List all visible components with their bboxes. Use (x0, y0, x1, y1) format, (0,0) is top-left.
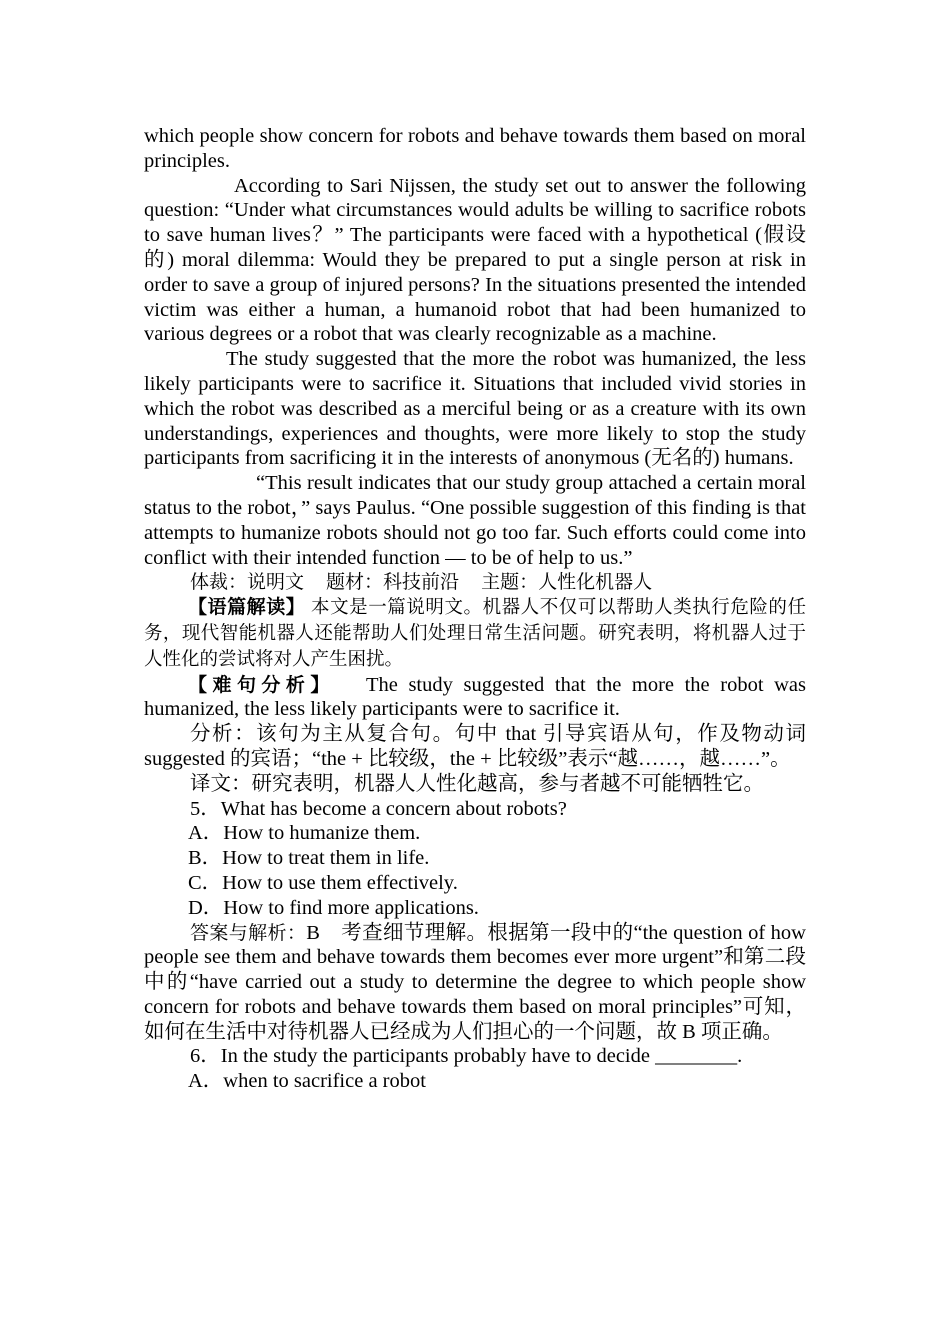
genre-label: 体裁： (190, 571, 248, 594)
genre-value: 说明文 (247, 571, 305, 594)
topic-label: 题材： (326, 571, 384, 594)
reading-text: 本文是一篇说明文。机器人不仅可以帮助人类执行危险的任务，现代智能机器人还能帮助人们处理日常生活问题。研究表明，将机器人过于人性化的尝试将对人产生困扰。 (144, 597, 806, 670)
question-5-answer (144, 921, 806, 1045)
question-5-option-a: A．How to humanize them. (188, 822, 421, 845)
question-5-option-d: D．How to find more applications. (188, 896, 479, 919)
question-6-option-a: A．when to sacrifice a robot (188, 1070, 426, 1093)
difficult-heading: 【难句分析】 (188, 673, 335, 696)
article-meta (144, 570, 806, 595)
question-5-option-b: B．How to treat them in life. (188, 847, 430, 870)
topic-value: 科技前沿 (383, 571, 460, 594)
passage-paragraph-1: According to Sari Nijssen, the study set out to answer the following question: “Under what circumstances would adults be willing to sacrifice robots to save human lives？” The participants were faced with a hypothetical (假设的) moral dilemma: Would they be prepared to put a single person at risk in order to save a group of injured persons? In the situations presented the intended victim was either a human, a humanoid robot that had been humanized to various degrees or a robot that was clearly recognizable as a machine. (144, 174, 806, 346)
difficult-sentence-section (144, 673, 806, 723)
passage-paragraph-2: The study suggested that the more the robot was humanized, the less likely participants were to sacrifice it. Situations that included vivid stories in which the robot was described as a merciful being or as a creature with its own understandings, experiences and thoughts, were more likely to stop the study participants from sacrificing it in the interests of anonymous (无名的) humans. (144, 348, 806, 470)
difficult-sentence: The study suggested that the more the robot was humanized, the less likely participants were to sacrifice it. (144, 673, 807, 721)
question-6-stem: 6．In the study the participants probably have to decide ________. (190, 1045, 743, 1068)
reading-heading: 【语篇解读】 (188, 596, 306, 619)
passage-paragraph-0: which people show concern for robots and behave towards them based on moral principles. (144, 125, 806, 172)
answer-label: 答案与解析： (190, 921, 307, 944)
analysis-text: 分析：该句为主从复合句。句中 that 引导宾语从句，作及物动词 suggested 的宾语；“the + 比较级，the + 比较级”表示“越……，越……”。 (144, 723, 806, 770)
passage-paragraph-3: “This result indicates that our study group attached a certain moral status to the robot，” says Paulus. “One possible suggestion of this finding is that attempts to humanize robots should not go too far. Such efforts could come into conflict with their intended function — to be of help to us.” (144, 472, 806, 569)
question-5-option-c: C．How to use them effectively. (188, 871, 458, 894)
document-body (144, 124, 806, 1094)
question-5-stem: 5．What has become a concern about robots? (190, 797, 567, 820)
translation-text: 译文：研究表明，机器人人性化越高，参与者越不可能牺牲它。 (190, 772, 764, 795)
answer-text: B 考查细节理解。根据第一段中的“the question of how people see them and behave towards them becomes ever more urgent”和第二段中的“have carried out a study to determine the degree to which people show concern for robots and behave towards them based on moral principles”可知，如何在生活中对待机器人已经成为人们担心的一个问题，故 B 项正确。 (144, 921, 806, 1043)
theme-label: 主题： (481, 571, 539, 594)
theme-value: 人性化机器人 (538, 571, 653, 594)
reading-section (144, 595, 806, 672)
